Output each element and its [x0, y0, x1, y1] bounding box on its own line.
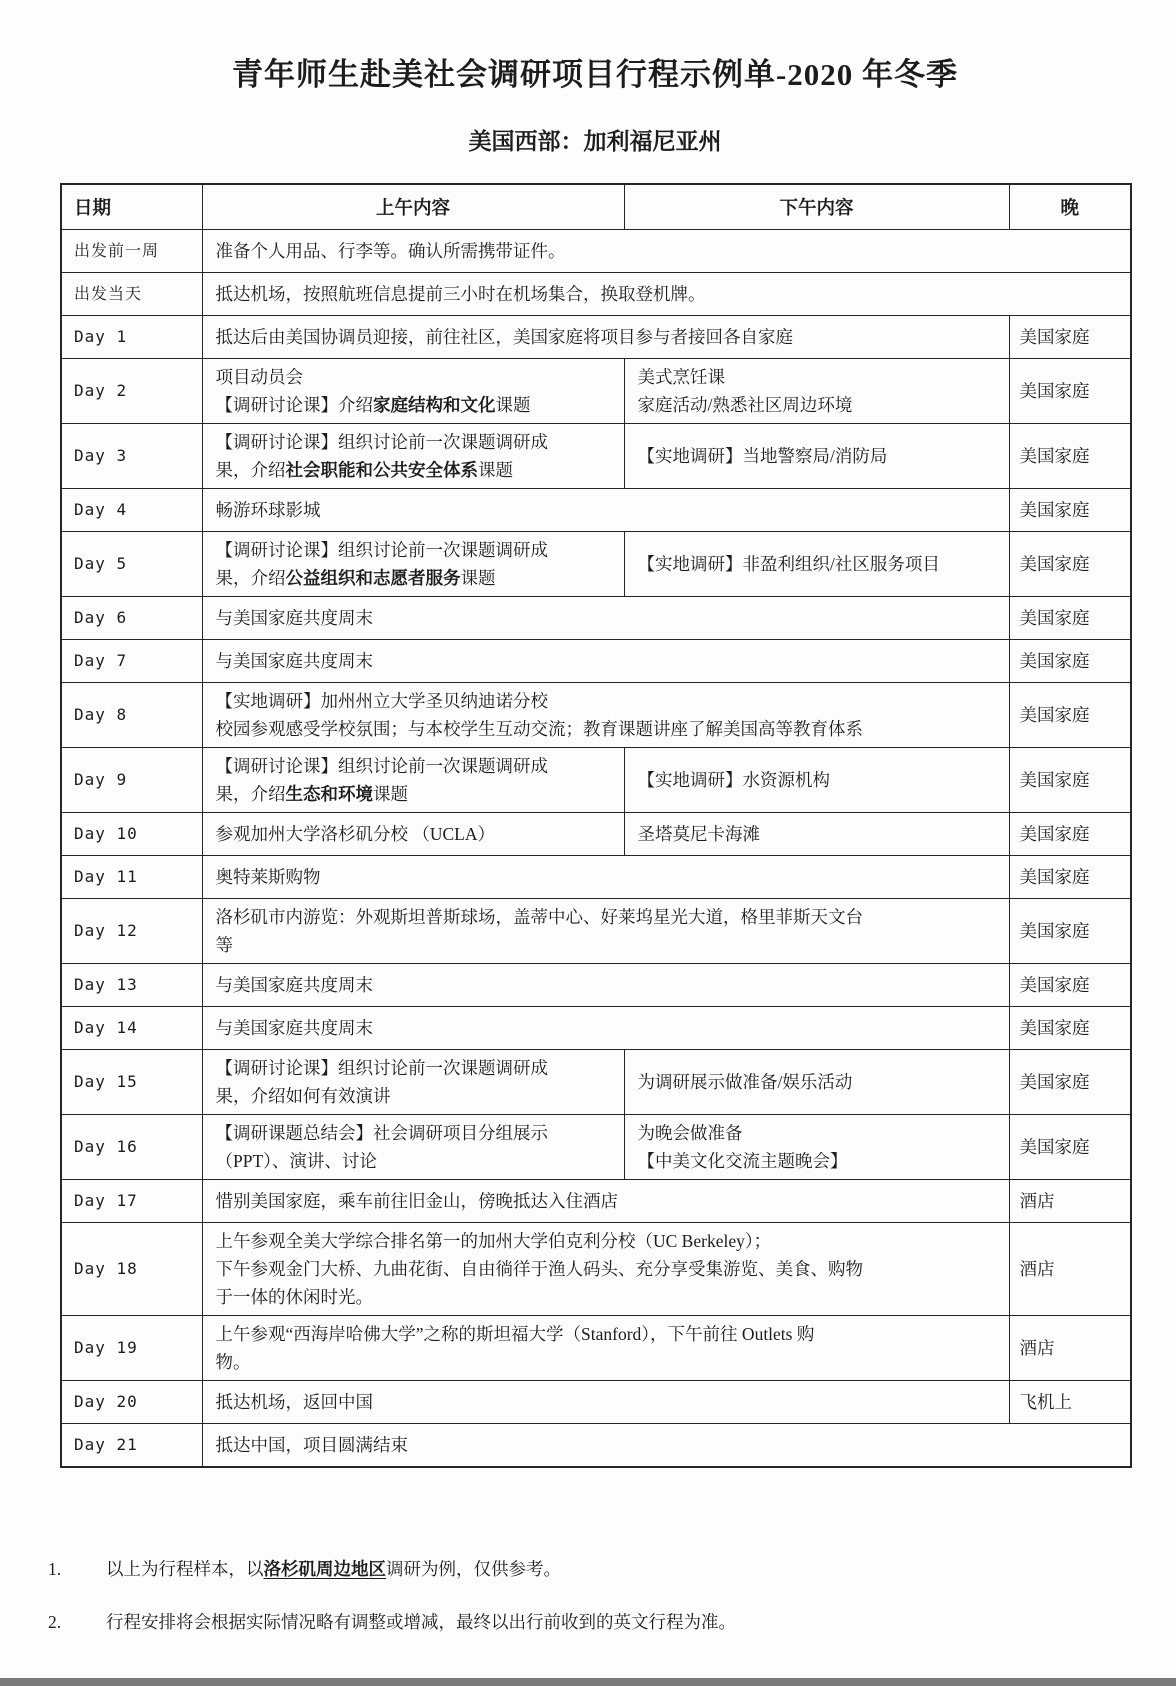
date-cell: Day 7 [61, 640, 202, 683]
content-cell: 【实地调研】加州州立大学圣贝纳迪诺分校 校园参观感受学校氛围；与本校学生互动交流；教育课题讲座了解美国高等教育体系 [202, 683, 1009, 748]
table-row [61, 424, 1131, 489]
header-row [61, 184, 1131, 230]
date-cell: Day 14 [61, 1007, 202, 1050]
afternoon-cell: 为晚会做准备 【中美文化交流主题晚会】 [624, 1115, 1009, 1180]
table-row [61, 1180, 1131, 1223]
header-morning: 上午内容 [202, 184, 624, 230]
header-evening: 晚 [1009, 184, 1131, 230]
content-cell: 准备个人用品、行李等。确认所需携带证件。 [202, 230, 1131, 273]
table-row [61, 489, 1131, 532]
page-subtitle: 美国西部：加利福尼亚州 [468, 129, 722, 155]
date-cell: Day 9 [61, 748, 202, 813]
content-cell: 上午参观“西海岸哈佛大学”之称的斯坦福大学（Stanford），下午前往 Outlets 购 物。 [202, 1316, 1009, 1381]
table-row [61, 1381, 1131, 1424]
date-cell: Day 15 [61, 1050, 202, 1115]
content-cell: 洛杉矶市内游览：外观斯坦普斯球场，盖蒂中心、好莱坞星光大道，格里菲斯天文台 等 [202, 899, 1009, 964]
date-cell: Day 16 [61, 1115, 202, 1180]
table-row [61, 230, 1131, 273]
note-1 [48, 1556, 1130, 1582]
date-cell: Day 8 [61, 683, 202, 748]
note-2 [48, 1609, 1130, 1635]
evening-cell: 美国家庭 [1009, 1007, 1131, 1050]
table-row [61, 1115, 1131, 1180]
table-row [61, 597, 1131, 640]
note-text: 以上为行程样本，以洛杉矶周边地区调研为例，仅供参考。 [106, 1559, 561, 1580]
table-row [61, 683, 1131, 748]
evening-cell: 美国家庭 [1009, 597, 1131, 640]
date-cell: Day 19 [61, 1316, 202, 1381]
content-cell: 与美国家庭共度周末 [202, 597, 1009, 640]
date-cell: 出发前一周 [61, 230, 202, 273]
date-cell: Day 21 [61, 1424, 202, 1468]
evening-cell: 酒店 [1009, 1316, 1131, 1381]
date-cell: Day 5 [61, 532, 202, 597]
table-row [61, 316, 1131, 359]
morning-cell: 【调研课题总结会】社会调研项目分组展示 （PPT）、演讲、讨论 [202, 1115, 624, 1180]
table-row [61, 273, 1131, 316]
date-cell: Day 11 [61, 856, 202, 899]
table-row [61, 856, 1131, 899]
afternoon-cell: 圣塔莫尼卡海滩 [624, 813, 1009, 856]
date-cell: Day 18 [61, 1223, 202, 1316]
date-cell: 出发当天 [61, 273, 202, 316]
date-cell: Day 1 [61, 316, 202, 359]
table-row [61, 359, 1131, 424]
header-afternoon: 下午内容 [624, 184, 1009, 230]
content-cell: 奥特莱斯购物 [202, 856, 1009, 899]
evening-cell: 美国家庭 [1009, 899, 1131, 964]
content-cell: 抵达后由美国协调员迎接，前往社区，美国家庭将项目参与者接回各自家庭 [202, 316, 1009, 359]
content-cell: 惜别美国家庭，乘车前往旧金山，傍晚抵达入住酒店 [202, 1180, 1009, 1223]
date-cell: Day 20 [61, 1381, 202, 1424]
table-row [61, 813, 1131, 856]
evening-cell: 美国家庭 [1009, 424, 1131, 489]
page-title: 青年师生赴美社会调研项目行程示例单-2020 年冬季 [231, 57, 959, 92]
afternoon-cell: 【实地调研】当地警察局/消防局 [624, 424, 1009, 489]
evening-cell: 美国家庭 [1009, 316, 1131, 359]
content-cell: 与美国家庭共度周末 [202, 964, 1009, 1007]
content-cell: 畅游环球影城 [202, 489, 1009, 532]
morning-cell: 参观加州大学洛杉矶分校 （UCLA） [202, 813, 624, 856]
date-cell: Day 17 [61, 1180, 202, 1223]
evening-cell: 美国家庭 [1009, 1115, 1131, 1180]
afternoon-cell: 美式烹饪课 家庭活动/熟悉社区周边环境 [624, 359, 1009, 424]
note-highlight: 洛杉矶周边地区 [263, 1559, 386, 1580]
evening-cell: 美国家庭 [1009, 1050, 1131, 1115]
content-cell: 抵达中国，项目圆满结束 [202, 1424, 1131, 1468]
bottom-bar [0, 1678, 1176, 1686]
date-cell: Day 4 [61, 489, 202, 532]
header-date: 日期 [61, 184, 202, 230]
evening-cell: 飞机上 [1009, 1381, 1131, 1424]
evening-cell: 美国家庭 [1009, 856, 1131, 899]
note-number: 1. [48, 1559, 62, 1580]
evening-cell: 酒店 [1009, 1180, 1131, 1223]
morning-cell: 【调研讨论课】组织讨论前一次课题调研成 果，介绍社会职能和公共安全体系课题 [202, 424, 624, 489]
date-cell: Day 6 [61, 597, 202, 640]
table-row [61, 1316, 1131, 1381]
evening-cell: 美国家庭 [1009, 359, 1131, 424]
morning-cell: 【调研讨论课】组织讨论前一次课题调研成 果，介绍生态和环境课题 [202, 748, 624, 813]
date-cell: Day 2 [61, 359, 202, 424]
evening-cell: 美国家庭 [1009, 683, 1131, 748]
date-cell: Day 3 [61, 424, 202, 489]
content-cell: 抵达机场，返回中国 [202, 1381, 1009, 1424]
afternoon-cell: 【实地调研】非盈利组织/社区服务项目 [624, 532, 1009, 597]
evening-cell: 美国家庭 [1009, 964, 1131, 1007]
morning-cell: 【调研讨论课】组织讨论前一次课题调研成 果，介绍如何有效演讲 [202, 1050, 624, 1115]
itinerary-table [60, 183, 1132, 1468]
content-cell: 与美国家庭共度周末 [202, 640, 1009, 683]
evening-cell: 酒店 [1009, 1223, 1131, 1316]
content-cell: 与美国家庭共度周末 [202, 1007, 1009, 1050]
evening-cell: 美国家庭 [1009, 748, 1131, 813]
table-row [61, 1050, 1131, 1115]
evening-cell: 美国家庭 [1009, 813, 1131, 856]
evening-cell: 美国家庭 [1009, 489, 1131, 532]
afternoon-cell: 【实地调研】水资源机构 [624, 748, 1009, 813]
table-row [61, 640, 1131, 683]
note-text: 行程安排将会根据实际情况略有调整或增减，最终以出行前收到的英文行程为准。 [106, 1612, 736, 1633]
date-cell: Day 10 [61, 813, 202, 856]
note-number: 2. [48, 1612, 62, 1633]
table-row [61, 1223, 1131, 1316]
evening-cell: 美国家庭 [1009, 532, 1131, 597]
notes [48, 1556, 1130, 1636]
table-row [61, 748, 1131, 813]
date-cell: Day 12 [61, 899, 202, 964]
content-cell: 上午参观全美大学综合排名第一的加州大学伯克利分校（UC Berkeley）； 下午参观金门大桥、九曲花街、自由徜徉于渔人码头、充分享受集游览、美食、购物 于一体的休闲时光。 [202, 1223, 1009, 1316]
table-row [61, 1007, 1131, 1050]
afternoon-cell: 为调研展示做准备/娱乐活动 [624, 1050, 1009, 1115]
table-row [61, 532, 1131, 597]
content-cell: 抵达机场，按照航班信息提前三小时在机场集合，换取登机牌。 [202, 273, 1131, 316]
evening-cell: 美国家庭 [1009, 640, 1131, 683]
table-row [61, 899, 1131, 964]
table-row [61, 964, 1131, 1007]
table-row [61, 1424, 1131, 1468]
morning-cell: 【调研讨论课】组织讨论前一次课题调研成 果，介绍公益组织和志愿者服务课题 [202, 532, 624, 597]
morning-cell: 项目动员会 【调研讨论课】介绍家庭结构和文化课题 [202, 359, 624, 424]
date-cell: Day 13 [61, 964, 202, 1007]
